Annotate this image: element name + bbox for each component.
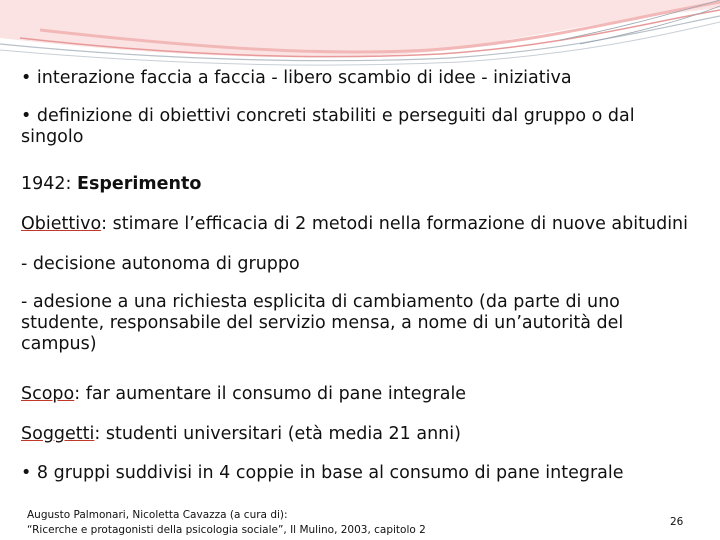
scope-line bbox=[21, 384, 466, 405]
bullet-groups: • 8 gruppi suddivisi in 4 coppie in base al consumo di pane integrale bbox=[21, 463, 624, 483]
subjects-label: Soggetti bbox=[21, 424, 95, 444]
footer-reference bbox=[27, 508, 426, 538]
reference-line-1: Augusto Palmonari, Nicoletta Cavazza (a cura di): bbox=[27, 509, 288, 521]
subjects-line bbox=[21, 424, 461, 445]
experiment-year: 1942: bbox=[21, 174, 77, 194]
scope-label: Scopo bbox=[21, 384, 75, 404]
objective-label: Obiettivo bbox=[21, 214, 102, 234]
reference-line-2: “Ricerche e protagonisti della psicologia sociale”, Il Mulino, 2003, capitolo 2 bbox=[27, 524, 426, 536]
page-number: 26 bbox=[670, 516, 684, 528]
bullet-interaction: • interazione faccia a faccia - libero scambio di idee - iniziativa bbox=[21, 68, 572, 88]
objective-text: : stimare l’efficacia di 2 metodi nella formazione di nuove abitudini bbox=[101, 214, 689, 234]
subjects-text: : studenti universitari (età media 21 anni) bbox=[94, 424, 461, 444]
method-group-decision: - decisione autonoma di gruppo bbox=[21, 254, 300, 274]
experiment-label: Esperimento bbox=[77, 174, 202, 194]
method-explicit-request: - adesione a una richiesta esplicita di cambiamento (da parte di uno studente, responsabile del servizio mensa, a nome di un’autorità del campus) bbox=[21, 292, 624, 354]
experiment-line bbox=[21, 174, 201, 195]
scope-text: : far aumentare il consumo di pane integrale bbox=[74, 384, 467, 404]
objective-line bbox=[21, 214, 688, 235]
bullet-objectives: • definizione di obiettivi concreti stabiliti e perseguiti dal gruppo o dal singolo bbox=[21, 106, 635, 147]
